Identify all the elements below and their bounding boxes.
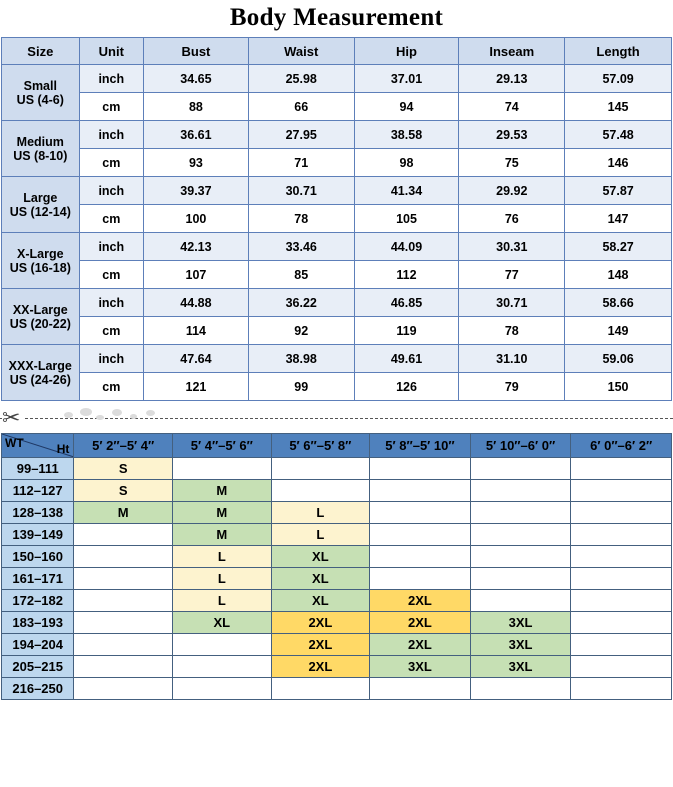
size-cell: XL [271,590,370,612]
table-row [2,93,672,121]
size-cell [173,656,272,678]
size-cell: XL [271,568,370,590]
value-hip-cm: 126 [354,373,459,401]
size-cell [74,656,173,678]
unit-cell-cm: cm [79,93,143,121]
value-bust-cm: 100 [144,205,249,233]
chart-corner-cell [2,434,74,458]
value-bust-inch: 34.65 [144,65,249,93]
size-cell: 2XL [271,656,370,678]
size-cell [173,634,272,656]
size-cell: 3XL [470,612,571,634]
size-cell [571,590,672,612]
decorative-dots [60,406,170,428]
page-title: Body Measurement [229,4,444,31]
weight-range-cell: 150–160 [2,546,74,568]
table-row [2,121,672,149]
value-inseam-inch: 29.92 [459,177,565,205]
unit-cell-inch: inch [79,345,143,373]
size-cell [571,502,672,524]
weight-range-cell: 194–204 [2,634,74,656]
size-name: Small [23,78,57,93]
size-cell [370,458,471,480]
size-cell [271,480,370,502]
size-cell [571,656,672,678]
size-cell: 2XL [271,612,370,634]
height-header-1: 5′ 4″–5′ 6″ [173,434,272,458]
chart-header-row [2,434,672,458]
size-cell [370,502,471,524]
value-inseam-cm: 74 [459,93,565,121]
unit-cell-inch: inch [79,121,143,149]
size-cell [571,568,672,590]
size-cell [571,678,672,700]
chart-row [2,546,672,568]
value-hip-cm: 112 [354,261,459,289]
size-cell [470,590,571,612]
value-inseam-inch: 29.13 [459,65,565,93]
unit-cell-inch: inch [79,289,143,317]
col-header-hip: Hip [354,38,459,65]
value-length-cm: 145 [565,93,672,121]
unit-cell-inch: inch [79,65,143,93]
size-cell [470,524,571,546]
size-cell [571,612,672,634]
table-row [2,177,672,205]
table-row [2,65,672,93]
height-header-5: 6′ 0″–6′ 2″ [571,434,672,458]
weight-range-cell: 216–250 [2,678,74,700]
size-cell [271,458,370,480]
value-waist-cm: 71 [248,149,354,177]
value-length-inch: 57.48 [565,121,672,149]
size-us: US (20-22) [9,316,71,331]
value-hip-inch: 46.85 [354,289,459,317]
value-waist-cm: 78 [248,205,354,233]
value-inseam-cm: 79 [459,373,565,401]
value-inseam-inch: 30.71 [459,289,565,317]
value-bust-inch: 47.64 [144,345,249,373]
size-cell: M [74,502,173,524]
value-length-cm: 150 [565,373,672,401]
table-row [2,289,672,317]
col-header-waist: Waist [248,38,354,65]
size-us: US (4-6) [16,92,64,107]
size-cell [571,480,672,502]
value-waist-inch: 38.98 [248,345,354,373]
value-bust-cm: 93 [144,149,249,177]
value-waist-cm: 99 [248,373,354,401]
size-cell [571,458,672,480]
value-bust-cm: 121 [144,373,249,401]
value-bust-inch: 42.13 [144,233,249,261]
weight-range-cell: 183–193 [2,612,74,634]
chart-row [2,524,672,546]
cut-divider [0,403,673,433]
size-cell: M [173,480,272,502]
size-cell [74,678,173,700]
unit-cell-cm: cm [79,261,143,289]
height-header-0: 5′ 2″–5′ 4″ [74,434,173,458]
size-us: US (8-10) [13,148,68,163]
size-cell [74,612,173,634]
size-cell [571,524,672,546]
table-row [2,261,672,289]
col-header-size: Size [2,38,80,65]
table-row [2,373,672,401]
unit-cell-inch: inch [79,177,143,205]
value-waist-cm: 92 [248,317,354,345]
table-row [2,317,672,345]
value-bust-cm: 88 [144,93,249,121]
size-cell: 2XL [370,634,471,656]
size-cell: L [173,590,272,612]
body-measurement-table [1,37,672,401]
corner-weight-label: WT [5,436,24,450]
chart-row [2,634,672,656]
weight-range-cell: 128–138 [2,502,74,524]
size-cell [173,678,272,700]
value-hip-inch: 44.09 [354,233,459,261]
value-length-cm: 146 [565,149,672,177]
unit-cell-cm: cm [79,317,143,345]
value-waist-inch: 27.95 [248,121,354,149]
size-cell [370,546,471,568]
chart-row [2,458,672,480]
size-cell: S [74,480,173,502]
size-cell: L [271,524,370,546]
value-waist-cm: 85 [248,261,354,289]
value-bust-inch: 44.88 [144,289,249,317]
size-cell: 3XL [470,634,571,656]
size-label-cell [2,233,80,289]
weight-range-cell: 161–171 [2,568,74,590]
value-waist-inch: 30.71 [248,177,354,205]
table-row [2,205,672,233]
size-cell: XL [271,546,370,568]
size-label-cell [2,345,80,401]
height-header-3: 5′ 8″–5′ 10″ [370,434,471,458]
value-hip-inch: 38.58 [354,121,459,149]
value-inseam-inch: 29.53 [459,121,565,149]
size-cell [74,546,173,568]
size-us: US (16-18) [9,260,71,275]
value-length-inch: 57.87 [565,177,672,205]
chart-row [2,502,672,524]
size-cell [74,524,173,546]
unit-cell-cm: cm [79,205,143,233]
size-cell [470,480,571,502]
value-length-cm: 148 [565,261,672,289]
value-hip-cm: 105 [354,205,459,233]
value-hip-inch: 49.61 [354,345,459,373]
value-hip-inch: 41.34 [354,177,459,205]
size-cell [271,678,370,700]
size-label-cell [2,177,80,233]
size-cell [74,634,173,656]
size-guide-page [0,4,673,787]
size-cell: 2XL [370,612,471,634]
value-hip-inch: 37.01 [354,65,459,93]
size-cell [370,524,471,546]
chart-row [2,590,672,612]
col-header-inseam: Inseam [459,38,565,65]
size-recommendation-chart [1,433,672,700]
height-header-4: 5′ 10″–6′ 0″ [470,434,571,458]
size-cell: L [173,568,272,590]
value-inseam-inch: 30.31 [459,233,565,261]
size-cell [470,568,571,590]
size-us: US (12-14) [9,204,71,219]
size-cell [571,546,672,568]
size-cell [370,678,471,700]
size-cell: M [173,524,272,546]
value-length-inch: 58.27 [565,233,672,261]
size-cell [470,678,571,700]
table-row [2,345,672,373]
scissors-icon: ✂ [2,405,23,431]
weight-range-cell: 139–149 [2,524,74,546]
value-length-inch: 57.09 [565,65,672,93]
weight-range-cell: 112–127 [2,480,74,502]
size-name: XXX-Large [8,358,72,373]
weight-range-cell: 205–215 [2,656,74,678]
size-name: XX-Large [12,302,68,317]
size-name: X-Large [17,246,64,261]
unit-cell-cm: cm [79,149,143,177]
chart-row [2,656,672,678]
table-row [2,233,672,261]
size-cell [370,480,471,502]
value-inseam-cm: 77 [459,261,565,289]
size-cell: S [74,458,173,480]
size-cell: XL [173,612,272,634]
size-cell [571,634,672,656]
value-bust-inch: 36.61 [144,121,249,149]
size-cell [470,502,571,524]
unit-cell-inch: inch [79,233,143,261]
value-inseam-cm: 78 [459,317,565,345]
value-inseam-cm: 76 [459,205,565,233]
size-cell [173,458,272,480]
size-cell: 2XL [271,634,370,656]
size-name: Medium [16,134,64,149]
value-inseam-inch: 31.10 [459,345,565,373]
size-cell [470,546,571,568]
col-header-length: Length [565,38,672,65]
value-waist-inch: 25.98 [248,65,354,93]
size-cell [370,568,471,590]
size-label-cell [2,289,80,345]
size-cell: 3XL [370,656,471,678]
size-cell: M [173,502,272,524]
value-bust-cm: 107 [144,261,249,289]
value-inseam-cm: 75 [459,149,565,177]
height-header-2: 5′ 6″–5′ 8″ [271,434,370,458]
size-cell [74,590,173,612]
value-length-cm: 147 [565,205,672,233]
weight-range-cell: 172–182 [2,590,74,612]
chart-row [2,612,672,634]
value-length-cm: 149 [565,317,672,345]
value-waist-inch: 36.22 [248,289,354,317]
col-header-bust: Bust [144,38,249,65]
size-cell: 3XL [470,656,571,678]
size-us: US (24-26) [9,372,71,387]
table-row [2,149,672,177]
value-bust-inch: 39.37 [144,177,249,205]
size-cell: 2XL [370,590,471,612]
weight-range-cell: 99–111 [2,458,74,480]
chart-row [2,568,672,590]
corner-height-label: Ht [56,442,70,456]
chart-row [2,480,672,502]
unit-cell-cm: cm [79,373,143,401]
value-hip-cm: 98 [354,149,459,177]
value-hip-cm: 94 [354,93,459,121]
size-cell [470,458,571,480]
value-length-inch: 58.66 [565,289,672,317]
size-cell: L [173,546,272,568]
chart-row [2,678,672,700]
size-label-cell [2,65,80,121]
size-name: Large [23,190,58,205]
value-hip-cm: 119 [354,317,459,345]
col-header-unit: Unit [79,38,143,65]
value-waist-cm: 66 [248,93,354,121]
size-cell [74,568,173,590]
size-cell: L [271,502,370,524]
size-label-cell [2,121,80,177]
value-waist-inch: 33.46 [248,233,354,261]
measurement-header-row [2,38,672,65]
value-bust-cm: 114 [144,317,249,345]
value-length-inch: 59.06 [565,345,672,373]
